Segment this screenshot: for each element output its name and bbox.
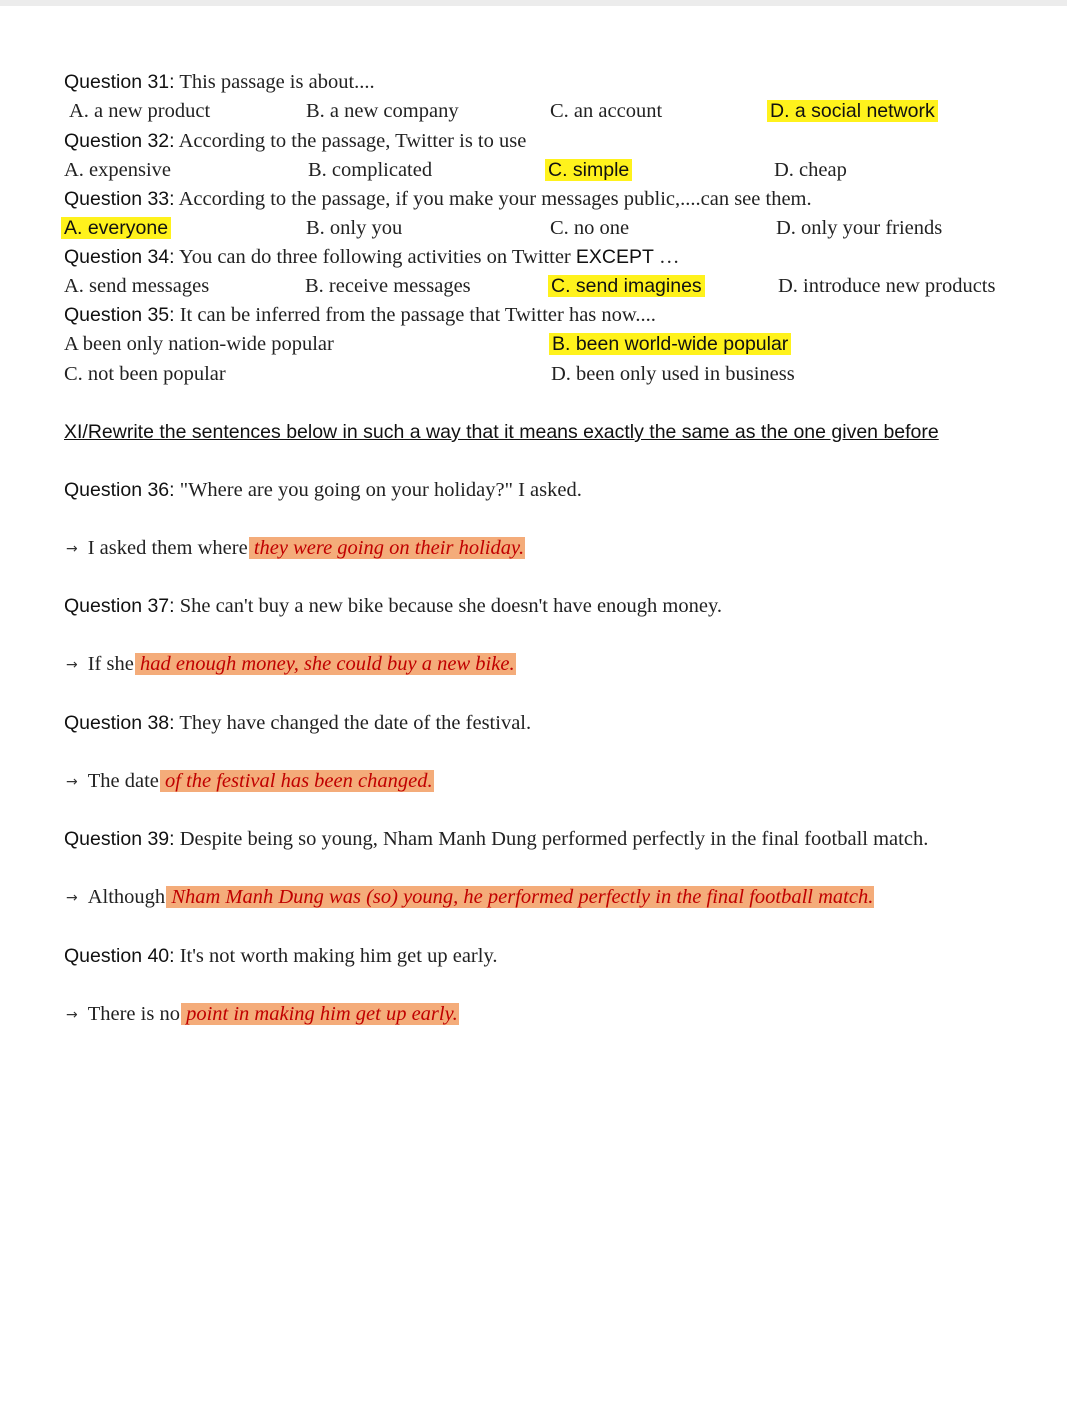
top-edge-bar <box>0 0 1067 6</box>
question-label: Question 40: <box>64 945 175 967</box>
question-emphasis: EXCEPT <box>575 246 654 268</box>
question-text: "Where are you going on your holiday?" I asked. <box>179 479 582 501</box>
question-text: According to the passage, if you make your messages public,....can see them. <box>178 188 812 210</box>
question-label: Question 37: <box>64 595 175 617</box>
question-32 <box>64 129 526 153</box>
answer-prompt: Although <box>87 886 166 908</box>
question-label: Question 31: <box>64 71 175 93</box>
answer-prompt: If she <box>87 653 134 675</box>
q33-option-c: C. no one <box>550 217 630 239</box>
question-label: Question 39: <box>64 828 175 850</box>
question-31 <box>64 70 375 94</box>
question-35 <box>64 303 656 327</box>
answer-prompt: I asked them where <box>87 537 248 559</box>
question-text: It's not worth making him get up early. <box>179 945 498 967</box>
q32-option-b: B. complicated <box>308 159 433 181</box>
question-text: They have changed the date of the festival. <box>179 712 532 734</box>
question-text: According to the passage, Twitter is to use <box>178 130 527 152</box>
question-34 <box>64 245 680 269</box>
question-label: Question 32: <box>64 130 175 152</box>
question-text: This passage is about.... <box>179 71 375 93</box>
question-37 <box>64 594 722 618</box>
answer-38 <box>66 769 434 795</box>
answer-text: had enough money, she could buy a new bike. <box>135 653 516 675</box>
answer-prompt: The date <box>87 770 159 792</box>
highlighted-answer: A. everyone <box>61 217 171 239</box>
arrow-icon: → <box>66 657 78 673</box>
q31-option-a: A. a new product <box>69 100 211 122</box>
q33-option-d: D. only your friends <box>776 217 943 239</box>
q33-option-a <box>61 216 171 240</box>
q35-option-b <box>549 332 791 356</box>
question-text: It can be inferred from the passage that Twitter has now.... <box>179 304 656 326</box>
answer-text: of the festival has been changed. <box>160 770 434 792</box>
question-label: Question 34: <box>64 246 175 268</box>
question-label: Question 38: <box>64 712 175 734</box>
arrow-icon: → <box>66 541 78 557</box>
question-label: Question 36: <box>64 479 175 501</box>
answer-text: point in making him get up early. <box>181 1003 459 1025</box>
question-40 <box>64 944 497 968</box>
q35-option-d: D. been only used in business <box>551 363 795 385</box>
answer-40 <box>66 1002 459 1028</box>
highlighted-answer: B. been world-wide popular <box>549 333 791 355</box>
q34-option-a: A. send messages <box>64 275 210 297</box>
answer-36 <box>66 536 525 562</box>
q31-option-c: C. an account <box>550 100 663 122</box>
arrow-icon: → <box>66 890 78 906</box>
question-label: Question 33: <box>64 188 175 210</box>
q31-option-b: B. a new company <box>306 100 459 122</box>
q33-option-b: B. only you <box>306 217 403 239</box>
question-ellipsis: … <box>659 246 680 268</box>
highlighted-answer: C. simple <box>545 159 632 181</box>
arrow-icon: → <box>66 1007 78 1023</box>
q32-option-a: A. expensive <box>64 159 172 181</box>
q34-option-d: D. introduce new products <box>778 275 996 297</box>
highlighted-answer: C. send imagines <box>548 275 705 297</box>
question-text: You can do three following activities on Twitter <box>178 246 571 268</box>
question-text: She can't buy a new bike because she doesn't have enough money. <box>179 595 723 617</box>
answer-37 <box>66 652 516 678</box>
q34-option-b: B. receive messages <box>305 275 471 297</box>
question-text: Despite being so young, Nham Manh Dung performed perfectly in the final football match. <box>179 828 929 850</box>
q32-option-d: D. cheap <box>774 159 847 181</box>
section-heading: XI/Rewrite the sentences below in such a way that it means exactly the same as the one given before <box>64 421 939 443</box>
answer-text: Nham Manh Dung was (so) young, he performed perfectly in the final football match. <box>166 886 874 908</box>
q34-option-c <box>548 274 705 298</box>
question-38 <box>64 711 531 735</box>
answer-text: they were going on their holiday. <box>249 537 525 559</box>
highlighted-answer: D. a social network <box>767 100 938 122</box>
question-label: Question 35: <box>64 304 175 326</box>
q32-option-c <box>545 158 632 182</box>
arrow-icon: → <box>66 774 78 790</box>
q35-option-a: A been only nation-wide popular <box>64 333 334 355</box>
question-36 <box>64 478 582 502</box>
answer-prompt: There is no <box>87 1003 180 1025</box>
q35-option-c: C. not been popular <box>64 363 226 385</box>
question-39 <box>64 827 928 851</box>
question-33 <box>64 187 812 211</box>
q31-option-d <box>767 99 938 123</box>
answer-39 <box>66 885 874 911</box>
